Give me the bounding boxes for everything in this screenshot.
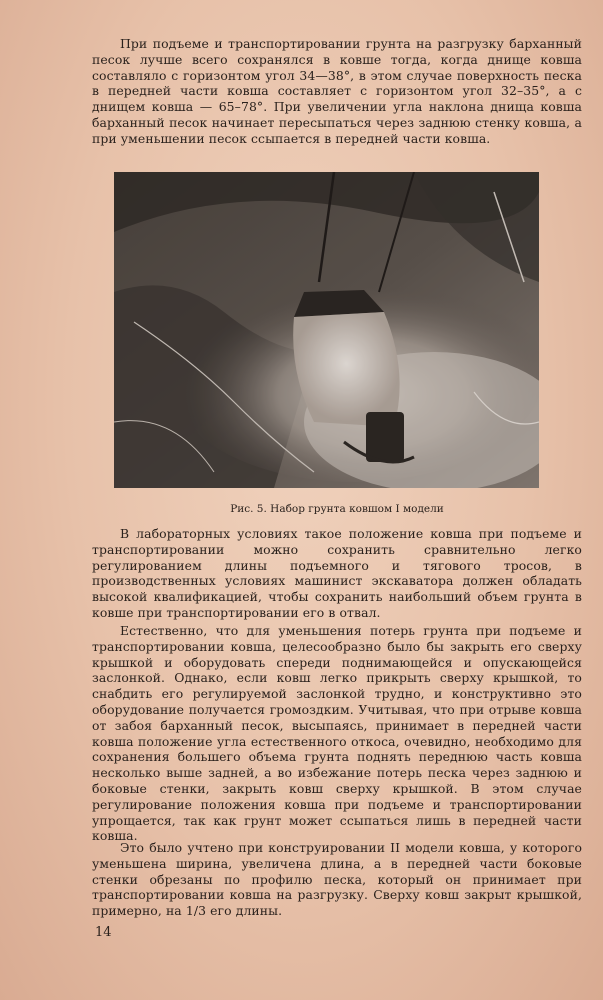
paragraph-3: Естественно, что для уменьшения потерь грунта при подъеме и транспортировании ковша, целесообразно было бы закрыть его сверху крышкой и оборудовать спереди поднимающейся и опускающейся заслонкой. Однако, если ковш легко прикрыть сверху крышкой, то снабдить его регулируемой заслонкой трудно, и конструктивно это оборудование получается громоздким. Учитывая, что при отрыве ковша от забоя барханный песок, высыпаясь, принимает в передней части ковша положение угла естественного откоса, очевидно, необходимо для сохранения большего объема грунта поднять переднюю часть ковша несколько выше задней, а во избежание потерь песка через заднюю и боковые стенки, закрыть ковш сверху крышкой. В этом случае регулирование положения ковша при подъеме и транспортировании упрощается, так как грунт может ссыпаться лишь в передней части ковша. <box>92 623 582 844</box>
paragraph-4: Это было учтено при конструировании II модели ковша, у которого уменьшена ширина, увеличена длина, а в передней части боковые стенки обрезаны по профилю песка, который он принимает при транспортировании ковша на разгрузку. Сверху ковш закрыт крышкой, примерно, на 1/3 его длины. <box>92 840 582 919</box>
paragraph-2: В лабораторных условиях такое положение ковша при подъеме и транспортировании можно сохранить сравнительно легко регулированием длины подъемного и тягового тросов, в производственных условиях машинист экскаватора должен обладать высокой квалификацией, чтобы сохранить наибольший объем грунта в ковше при транспортировании его в отвал. <box>92 526 582 620</box>
paragraph-1: При подъеме и транспортировании грунта на разгрузку барханный песок лучше всего сохранялся в ковше тогда, когда днище ковша составляло с горизонтом угол 34—38°, в этом случае поверхность песка в передней части ковша составляет с горизонтом угол 32–35°, а с днищем ковша — 65–78°. При увеличении угла наклона днища ковша барханный песок начинает пересыпаться через заднюю стенку ковша, а при уменьшении песок ссыпается в передней части ковша. <box>92 36 582 146</box>
figure-photo-bucket <box>114 172 539 488</box>
bucket-photo-image <box>114 172 539 488</box>
page-number: 14 <box>95 925 112 940</box>
figure-caption: Рис. 5. Набор грунта ковшом I модели <box>230 503 444 515</box>
